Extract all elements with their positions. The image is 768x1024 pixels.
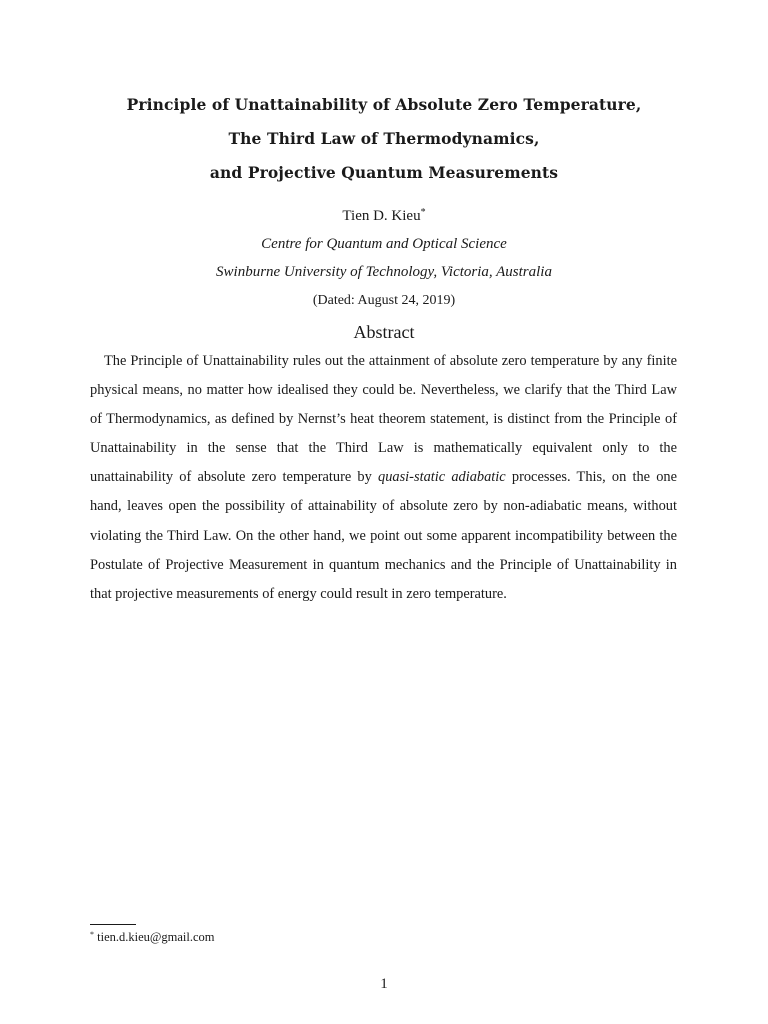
affiliation-line-2: Swinburne University of Technology, Victoria, Australia bbox=[216, 264, 552, 280]
paper-title bbox=[0, 88, 768, 190]
abstract-text-part-1: The Principle of Unattainability rules out the attainment of absolute zero temperature by any finite physical means, no matter how idealised they could be. Nevertheless, we clarify that the Third Law of Thermodynamics, as defined by Nernst’s heat theorem statement, is distinct from the Principle of Unattainability in the sense that the Third Law is mathematically equivalent only to the unattainability of absolute zero temperature by bbox=[90, 353, 677, 486]
dated-line: (Dated: August 24, 2019) bbox=[312, 293, 456, 308]
author-name: Tien D. Kieu bbox=[342, 208, 421, 224]
author-block bbox=[0, 202, 768, 316]
author-name-line bbox=[0, 202, 768, 230]
footnote bbox=[90, 928, 215, 946]
affiliation-line-1: Centre for Quantum and Optical Science bbox=[261, 236, 507, 252]
abstract-heading: Abstract bbox=[353, 322, 415, 342]
footnote-divider bbox=[90, 924, 136, 925]
abstract-text-part-2: processes. This, on the one hand, leaves open the possibility of attainability of absolute zero by non-adiabatic means, without violating the Third Law. On the other hand, we point out some apparent incompatibility between the Postulate of Projective Measurement in quantum mechanics and the Principle of Unattainability in that projective measurements of energy could result in zero temperature. bbox=[90, 469, 677, 602]
page-number: 1 bbox=[380, 976, 388, 992]
footnote-email[interactable]: tien.d.kieu@gmail.com bbox=[94, 930, 215, 944]
abstract-emphasis: quasi-static adiabatic bbox=[378, 469, 506, 486]
title-line-1: Principle of Unattainability of Absolute Zero Temperature, bbox=[126, 95, 642, 114]
author-footnote-mark[interactable]: * bbox=[420, 207, 426, 218]
title-line-3: and Projective Quantum Measurements bbox=[209, 163, 559, 182]
abstract-body bbox=[90, 347, 677, 609]
footnote-mark: * bbox=[90, 930, 94, 939]
title-line-2: The Third Law of Thermodynamics, bbox=[228, 129, 540, 148]
